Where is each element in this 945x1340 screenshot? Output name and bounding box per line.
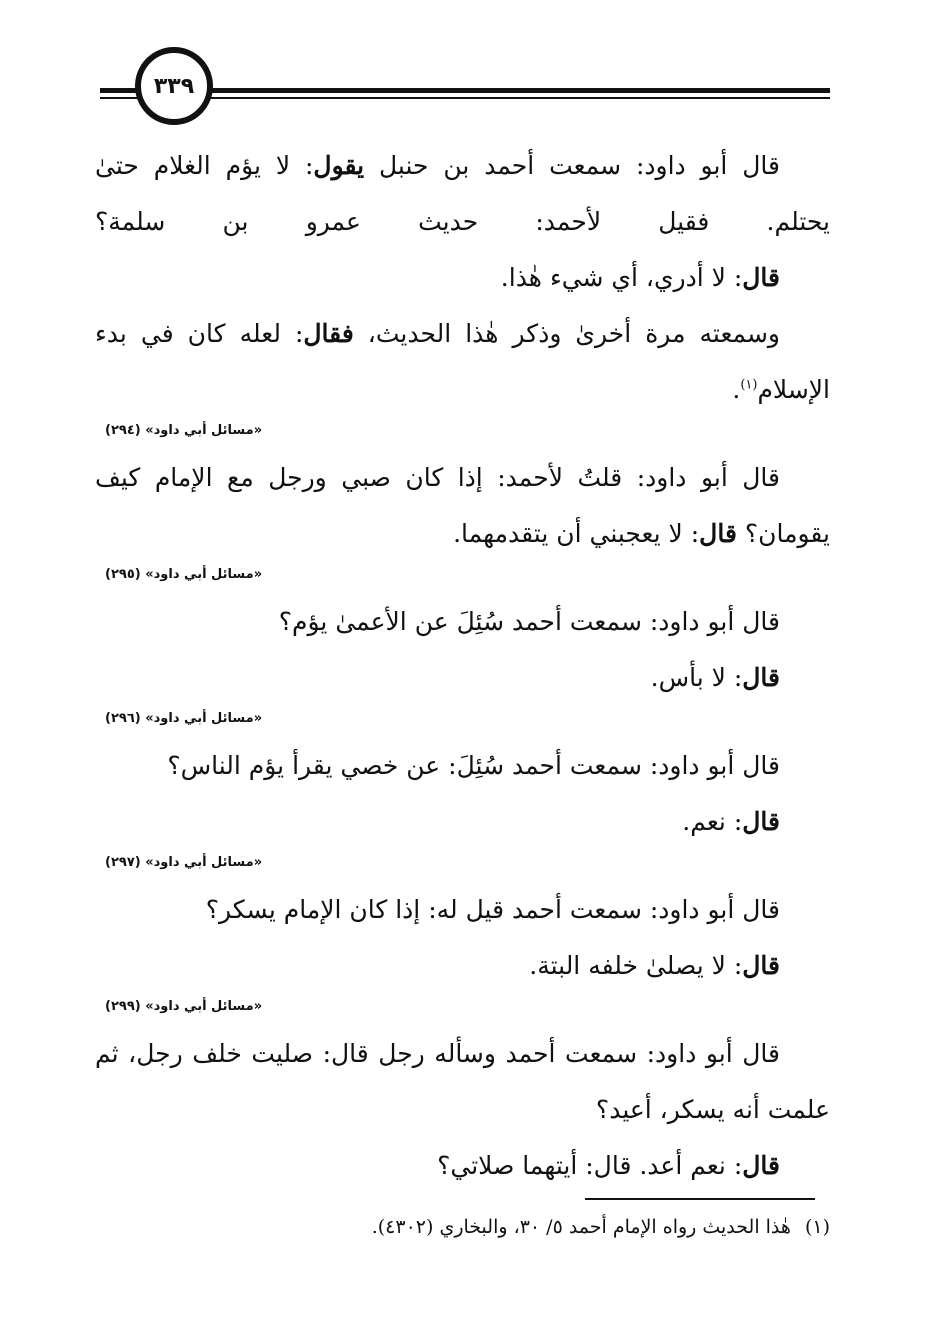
source-citation-text: «مسائل أبي داود» (٢٩٤) xyxy=(105,423,263,438)
page-header xyxy=(0,0,945,140)
footnote-ref: (١) xyxy=(740,377,758,393)
source-citation xyxy=(95,418,830,444)
text-line xyxy=(95,794,830,850)
text-segment: : لا يؤم الغلام حتىٰ xyxy=(95,151,314,180)
text-segment: : لعله كان في بدء xyxy=(95,319,304,348)
hadith-entry xyxy=(95,1026,830,1194)
text-line xyxy=(95,362,830,418)
source-citation-text: «مسائل أبي داود» (٢٩٩) xyxy=(105,999,263,1014)
text-segment: يقومان؟ xyxy=(736,519,830,548)
keyword: قال xyxy=(742,807,780,836)
hadith-entry xyxy=(95,450,830,588)
text-segment: يحتلم. فقيل لأحمد: حديث عمرو بن سلمة؟ xyxy=(95,207,830,236)
text-segment: الإسلام xyxy=(757,375,830,404)
text-segment: : نعم. xyxy=(682,807,743,836)
hadith-entry xyxy=(95,594,830,732)
text-segment: : لا يصلىٰ خلفه البتة. xyxy=(529,951,743,980)
text-segment: قال أبو داود: سمعت أحمد بن حنبل xyxy=(364,151,780,180)
keyword: يقول xyxy=(313,151,365,180)
keyword: فقال xyxy=(303,319,354,348)
source-citation-text: «مسائل أبي داود» (٢٩٧) xyxy=(105,855,263,870)
footnote-text: هٰذا الحديث رواه الإمام أحمد ٥/ ٣٠، والبخاري (٤٣٠٢). xyxy=(371,1216,791,1238)
keyword: قال xyxy=(699,519,737,548)
text-segment: قال أبو داود: سمعت أحمد وسأله رجل قال: صليت خلف رجل، ثم xyxy=(95,1039,780,1068)
hadith-entry xyxy=(95,138,830,444)
text-segment: : لا يعجبني أن يتقدمهما. xyxy=(453,519,700,548)
hadith-entry xyxy=(95,882,830,1020)
page-number-badge xyxy=(135,47,213,125)
text-line xyxy=(95,306,830,362)
footnote-separator xyxy=(585,1198,815,1200)
text-line xyxy=(95,738,830,794)
page-number: ٣٣٩ xyxy=(153,73,195,99)
text-line xyxy=(95,650,830,706)
text-line xyxy=(95,1138,830,1194)
source-citation xyxy=(95,706,830,732)
hadith-entry xyxy=(95,738,830,876)
text-segment: قال أبو داود: سمعت أحمد سُئِلَ: عن خصي يقرأ يؤم الناس؟ xyxy=(167,751,780,780)
text-line xyxy=(95,1082,830,1138)
source-citation xyxy=(95,850,830,876)
footnote xyxy=(130,1212,830,1242)
text-segment: وسمعته مرة أخرىٰ وذكر هٰذا الحديث، xyxy=(353,319,780,348)
text-line xyxy=(95,194,830,250)
main-text xyxy=(95,138,830,1194)
text-line xyxy=(95,938,830,994)
text-segment: . xyxy=(732,375,741,404)
text-segment: قال أبو داود: قلتُ لأحمد: إذا كان صبي ورجل مع الإمام كيف xyxy=(95,463,780,492)
text-line xyxy=(95,1026,830,1082)
keyword: قال xyxy=(742,263,780,292)
keyword: قال xyxy=(742,663,780,692)
footnote-number: (١) xyxy=(804,1216,830,1238)
source-citation xyxy=(95,994,830,1020)
keyword: قال xyxy=(742,1151,780,1180)
text-line xyxy=(95,506,830,562)
text-segment: : لا أدري، أي شيء هٰذا. xyxy=(500,263,743,292)
text-segment: : لا بأس. xyxy=(650,663,743,692)
text-line xyxy=(95,594,830,650)
text-segment: قال أبو داود: سمعت أحمد قيل له: إذا كان الإمام يسكر؟ xyxy=(205,895,780,924)
text-segment: : نعم أعد. قال: أيتهما صلاتي؟ xyxy=(437,1151,743,1180)
text-line xyxy=(95,450,830,506)
text-line xyxy=(95,138,830,194)
text-segment: علمت أنه يسكر، أعيد؟ xyxy=(595,1095,830,1124)
source-citation xyxy=(95,562,830,588)
text-line xyxy=(95,882,830,938)
keyword: قال xyxy=(742,951,780,980)
text-line xyxy=(95,250,830,306)
source-citation-text: «مسائل أبي داود» (٢٩٥) xyxy=(105,567,263,582)
text-segment: قال أبو داود: سمعت أحمد سُئِلَ عن الأعمىٰ يؤم؟ xyxy=(278,607,780,636)
source-citation-text: «مسائل أبي داود» (٢٩٦) xyxy=(105,711,263,726)
